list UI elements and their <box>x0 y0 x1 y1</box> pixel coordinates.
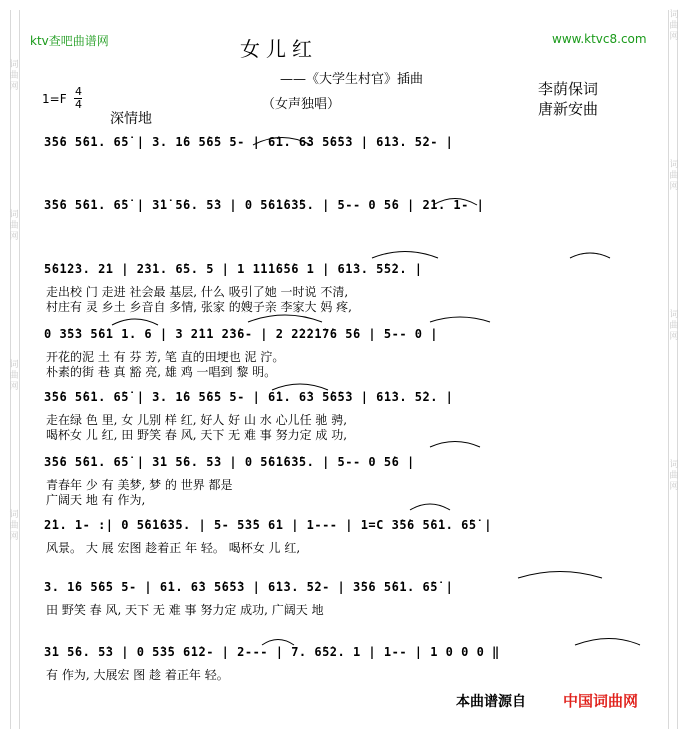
lyric-line: 走在绿 色 里, 女 儿别 样 红, 好人 好 山 水 心儿任 驰 骋, <box>46 413 348 427</box>
key-signature: 1=F <box>42 92 67 106</box>
composer-credit: 唐新安曲 <box>538 100 599 118</box>
left-watermark-1: 词曲网 <box>9 60 19 92</box>
footer-source-text: 本曲谱源自 <box>456 694 526 710</box>
lyric-line: 村庄有 灵 乡土 乡音自 多情, 张家 的嫂子亲 李家大 妈 疼, <box>46 300 352 314</box>
site-name-left[interactable]: ktv查吧曲谱网 <box>30 34 109 48</box>
notation-row: 3̇5̇6 5̇6̇1. 6̇5̇ | 3. 1̇6 5̇6̇5 5- | 6̇1. 6̇3 5̇6̇5̇3 | 6̇1̇3. 5̇2- | <box>44 135 454 149</box>
lyric-line: 喝杯女 儿 红, 田 野笑 春 风, 天下 无 难 事 努力定 成 功, <box>46 428 348 442</box>
left-watermark-4: 词曲网 <box>9 510 19 542</box>
song-title: 女儿红 <box>240 37 318 61</box>
lyric-line: 广阔天 地 有 作为, <box>46 493 146 507</box>
tempo-mark: 深情地 <box>110 111 152 127</box>
lyric-line: 风景。 大 展 宏图 趁着正 年 轻。 喝杯女 儿 红, <box>46 541 301 555</box>
notation-row: 5̇6̇1̇2̇3. 2̇1 | 2̇3̇1. 6̇5. 5 | 1 1̇1̇1̇6̇5̇6 1 | 6̇1̇3. 5̇5̇2. | <box>44 262 423 276</box>
lyric-line: 开花的泥 土 有 芬 芳, 笔 直的田埂也 泥 泞。 <box>46 350 285 364</box>
performer-note: （女声独唱） <box>262 97 341 112</box>
left-watermark-2: 词曲网 <box>9 210 19 242</box>
song-subtitle: ——《大学生村官》插曲 <box>280 72 424 87</box>
right-watermark-2: 词曲网 <box>669 160 679 192</box>
time-signature-top: 4 <box>75 85 82 98</box>
notation-row: 3̇5̇6 5̇6̇1. 6̇5̇ | 3̇1 5̇6. 5̇3 | 0 5̇6̇1̇6̇3̇5. | 5-- 0 5̇6 | <box>44 455 415 469</box>
site-url-right[interactable]: www.ktvc8.com <box>552 32 647 46</box>
lyric-line: 走出校 门 走进 社会最 基层, 什么 吸引了她 一时说 不清, <box>46 285 349 299</box>
notation-row: 3̇5̇6 5̇6̇1. 6̇5̇ | 3. 1̇6 5̇6̇5 5- | 6̇1. 6̇3 5̇6̇5̇3 | 6̇1̇3. 5̇2. | <box>44 390 454 404</box>
right-watermark-4: 词曲网 <box>669 460 679 492</box>
lyric-line: 朴素的街 巷 真 豁 亮, 雄 鸡 一唱到 黎 明。 <box>46 365 277 379</box>
footer-site-name[interactable]: 中国词曲网 <box>563 692 639 710</box>
time-signature-bottom: 4 <box>75 98 82 111</box>
right-watermark-1: 词曲网 <box>669 10 679 42</box>
lyric-line: 田 野笑 春 风, 天下 无 难 事 努力定 成功, 广阔天 地 <box>46 603 324 617</box>
notation-row: 0 3̇5̇3 5̇6̇1 1. 6 | 3 2̇1̇1 2̇3̇6- | 2 2̇2̇2̇1̇7̇6 5̇6 | 5-- 0 | <box>44 327 438 341</box>
lyric-line: 有 作为, 大展宏 图 趁 着正年 轻。 <box>46 668 229 682</box>
left-watermark-3: 词曲网 <box>9 360 19 392</box>
notation-row: 3. 1̇6 5̇6̇5 5- | 6̇1. 6̇3 5̇6̇5̇3 | 6̇1̇3. 5̇2- | 3̇5̇6 5̇6̇1. 6̇5̇ | <box>44 580 454 594</box>
lyricist-credit: 李荫保词 <box>538 80 599 98</box>
notation-row: 2̇1. 1- :| 0 5̇6̇1̇6̇3̇5. | 5- 5̇3̇5 6̇1 | 1--- | 1=C 3̇5̇6 5̇6̇1. 6̇5̇ | <box>44 518 493 532</box>
notation-row: 3̇1 5̇6. 5̇3 | 0 5̇3̇5 6̇1̇2- | 2--- | 7. 6̇5̇2. 1 | 1-- | 1 0 0 0 ‖ <box>44 645 500 659</box>
notation-row: 3̇5̇6 5̇6̇1. 6̇5̇ | 3̇1̇ 5̇6. 5̇3 | 0 5̇6̇1̇6̇3̇5. | 5-- 0 5̇6 | 2̇1. 1- | <box>44 198 485 212</box>
right-watermark-3: 词曲网 <box>669 310 679 342</box>
lyric-line: 青春年 少 有 美梦, 梦 的 世界 都是 <box>46 478 233 492</box>
